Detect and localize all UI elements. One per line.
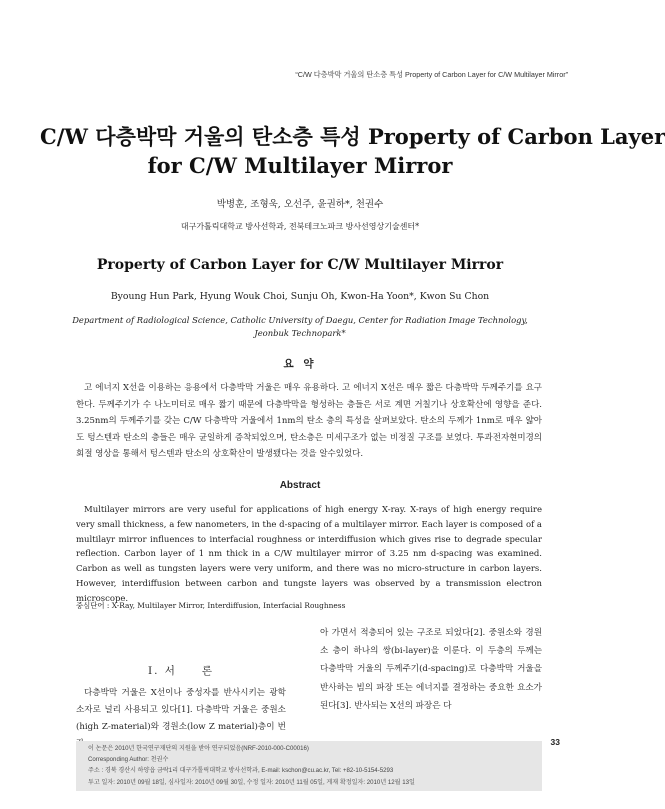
abstract-heading: Abstract: [279, 480, 321, 491]
corresponding-author: Corresponding Author: 천권수: [88, 756, 169, 764]
abstract-english: Multilayer mirrors are very useful for applications of high energy X-ray. X-rays of high energy require very small thickness, a few nanometers, in the d-spacing of a multilayer mirror. Each layer is composed of a multilayr mirror influences to interfacial roughness or interdiffusion which gives rise to degrade specular reflection. Carbon layer of 1 nm thick in a C/W multilayer mirror of 3.25 nm d-spacing was examined. Carbon as well as tungsten layers were very uniform, and there was no micro-structure in carbon layers. However, interdiffusion between carbon and tungste layers was observed by a transmission electron microscope.: [76, 505, 542, 604]
running-head: “C/W 다층박막 거울의 탄소층 특성 Property of Carbon Layer for C/W Multilayer Mirror”: [295, 70, 568, 79]
keywords: 중심단어 : X-Ray, Multilayer Mirror, Interdiffusion, Interfacial Roughness: [76, 601, 346, 610]
summary-heading: 요 약: [283, 358, 317, 370]
title-line-1: C/W 다층박막 거울의 탄소층 특성 Property of Carbon Layer: [40, 124, 665, 149]
footnote-box: [76, 741, 542, 791]
title-line-2: for C/W Multilayer Mirror: [147, 153, 453, 178]
page-number: 33: [550, 737, 560, 747]
body-text-left-column: 다층박막 거울은 X선이나 중성자를 반사시키는 광학소자로 널리 사용되고 있다[1]. 다층박막 거울은 중원소(high Z-material)와 경원소(low Z material)층이 번: [76, 688, 286, 732]
summary-korean: 고 에너지 X선을 이용하는 응용에서 다층박막 거울은 매우 유용하다. 고 에너지 X선은 매우 짧은 다층박막 두께주기를 요구한다. 두께주기가 수 나노미터로 매우 짧기 때문에 다층박막을 형성하는 층들은 서로 계면 거칠기나 상호확산에 영향을 준다. 3.25nm의 두께주기를 갖는 C/W 다층박막 거울에서 1nm의 탄소 층의 특성을 살펴보았다. 탄소의 두께가 1nm로 매우 얇아도 텅스텐과 탄소의 층들은 매우 균일하게 증착되었으며, 탄소층은 미세구조가 없는 비정질 구조를 보였다. 투과전자현미경의 회절 영상을 통해서 텅스텐과 탄소의 상호확산이 발생됐다는 것을 알수있었다.: [76, 383, 542, 460]
paper-title: [40, 122, 665, 180]
section-heading-introduction: I. 서 론: [147, 665, 215, 677]
funding-note: 이 논문은 2010년 한국연구재단의 지원을 받아 연구되었음(NRF-2010-000-C00016): [88, 745, 309, 752]
address-contact: 주소 : 경북 경산시 하양읍 금락1리 대구가톨릭대학교 방사선학과, E-mail: kschon@cu.ac.kr, Tel: +82-10-5154-5293: [88, 767, 394, 775]
body-text-right-column: 아 가면서 적층되어 있는 구조로 되었다[2]. 중원소와 경원소 층이 하나의 쌍(bi-layer)을 이룬다. 이 두층의 두께는 다층박막 거울의 두께주기(d-spacing)로 다층박막 거울을 반사하는 빔의 파장 또는 에너지를 결정하는 중요한 요소가 된다[3]. 반사되는 X선의 파장은 다: [320, 628, 542, 711]
affiliation-english: Department of Radiological Science, Catholic University of Daegu, Center for Radiation Image Technology, Jeonbuk Technopark*: [72, 315, 528, 338]
affiliation-korean: 대구가톨릭대학교 방사선학과, 전북테크노파크 방사선영상기술센터*: [180, 222, 420, 231]
authors-english: Byoung Hun Park, Hyung Wouk Choi, Sunju Oh, Kwon-Ha Yoon*, Kwon Su Chon: [110, 291, 490, 302]
english-title: Property of Carbon Layer for C/W Multilayer Mirror: [96, 257, 504, 273]
authors-korean: 박병훈, 조형욱, 오선주, 윤권하*, 천권수: [216, 199, 384, 210]
submission-dates: 투고 일자: 2010년 09월 18일, 심사일자: 2010년 09월 30일, 수정 일자: 2010년 11월 05일, 게재 확정일자: 2010년 12월 13일: [88, 778, 415, 786]
